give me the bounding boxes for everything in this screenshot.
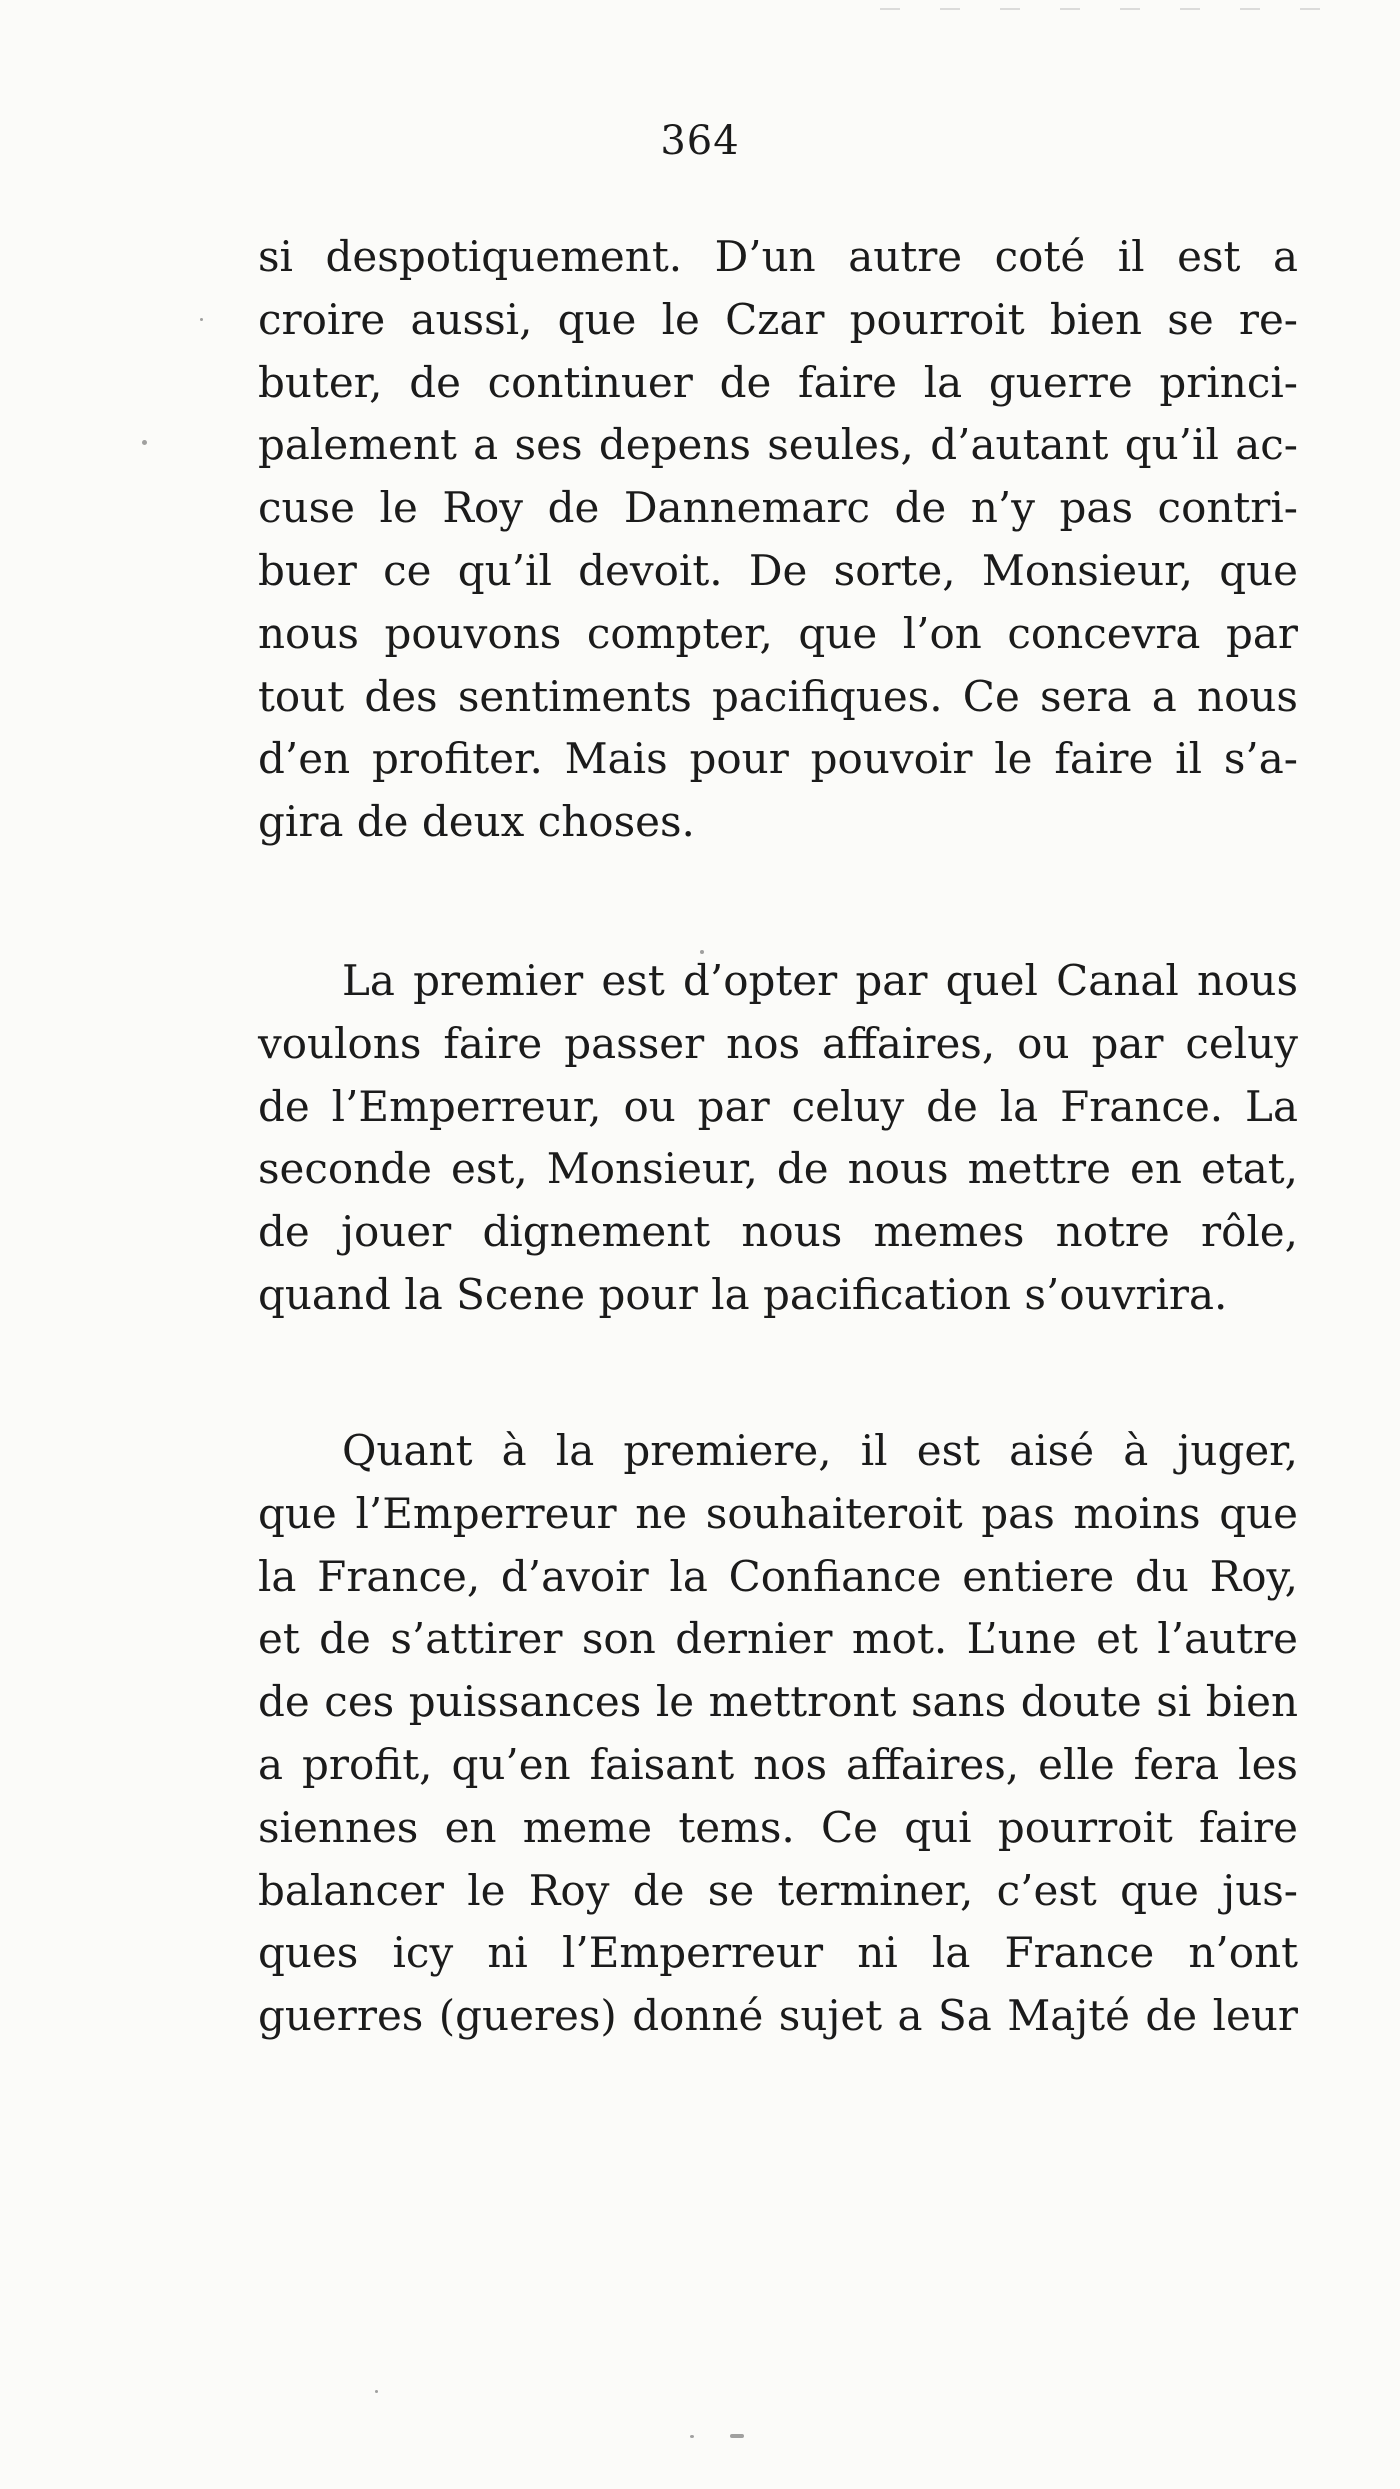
paragraph-2 [258, 950, 1298, 1327]
page-number: 364 [660, 118, 740, 164]
scan-speck [142, 440, 147, 445]
text-line: croire aussi, que le Czar pourroit bien se re- [258, 294, 1298, 344]
text-line: palement a ses depens seules, d’autant qu’il ac- [258, 420, 1298, 470]
text-line: nous pouvons compter, que l’on concevra par [258, 608, 1298, 658]
scan-edge-mark [880, 8, 1360, 10]
text-line: cuse le Roy de Dannemarc de n’y pas contri- [258, 483, 1298, 533]
paragraph-1 [258, 226, 1298, 854]
paragraph-3 [258, 1420, 1298, 2048]
text-line: de ces puissances le mettront sans doute si bien [258, 1677, 1298, 1727]
text-line: que l’Emperreur ne souhaiteroit pas moins que [258, 1488, 1298, 1538]
text-line: buer ce qu’il devoit. De sorte, Monsieur, que [258, 545, 1298, 595]
text-line: La premier est d’opter par quel Canal nous [342, 956, 1298, 1005]
text-line: balancer le Roy de se terminer, c’est que jus- [258, 1865, 1298, 1915]
scan-speck [690, 2435, 694, 2438]
text-line: de l’Emperreur, ou par celuy de la France. La [258, 1081, 1298, 1131]
text-line: Quant à la premiere, il est aisé à juger, [342, 1426, 1298, 1475]
text-line: quand la Scene pour la pacification s’ouvrira. [258, 1269, 1228, 1319]
text-line: seconde est, Monsieur, de nous mettre en etat, [258, 1144, 1298, 1194]
text-line: si despotiquement. D’un autre coté il est a [258, 232, 1298, 281]
text-line: ques icy ni l’Emperreur ni la France n’ont [258, 1928, 1298, 1978]
scan-speck [700, 950, 704, 954]
text-line: d’en profiter. Mais pour pouvoir le faire il s’a- [258, 734, 1298, 784]
text-line: et de s’attirer son dernier mot. L’une et l’autre [258, 1614, 1298, 1664]
scan-speck [730, 2434, 744, 2438]
text-line: voulons faire passer nos affaires, ou par celuy [258, 1018, 1298, 1068]
scan-speck [375, 2390, 378, 2393]
text-line: gira de deux choses. [258, 797, 695, 847]
text-line: buter, de continuer de faire la guerre princi- [258, 357, 1298, 407]
text-line: de jouer dignement nous memes notre rôle, [258, 1207, 1298, 1257]
text-line: la France, d’avoir la Confiance entiere du Roy, [258, 1551, 1298, 1601]
text-line: a profit, qu’en faisant nos affaires, elle fera les [258, 1739, 1298, 1789]
text-line: guerres (gueres) donné sujet a Sa Majté de leur [258, 1991, 1298, 2041]
scan-speck [200, 318, 203, 321]
text-line: siennes en meme tems. Ce qui pourroit faire [258, 1802, 1298, 1852]
text-line: tout des sentiments pacifiques. Ce sera a nous [258, 671, 1298, 721]
